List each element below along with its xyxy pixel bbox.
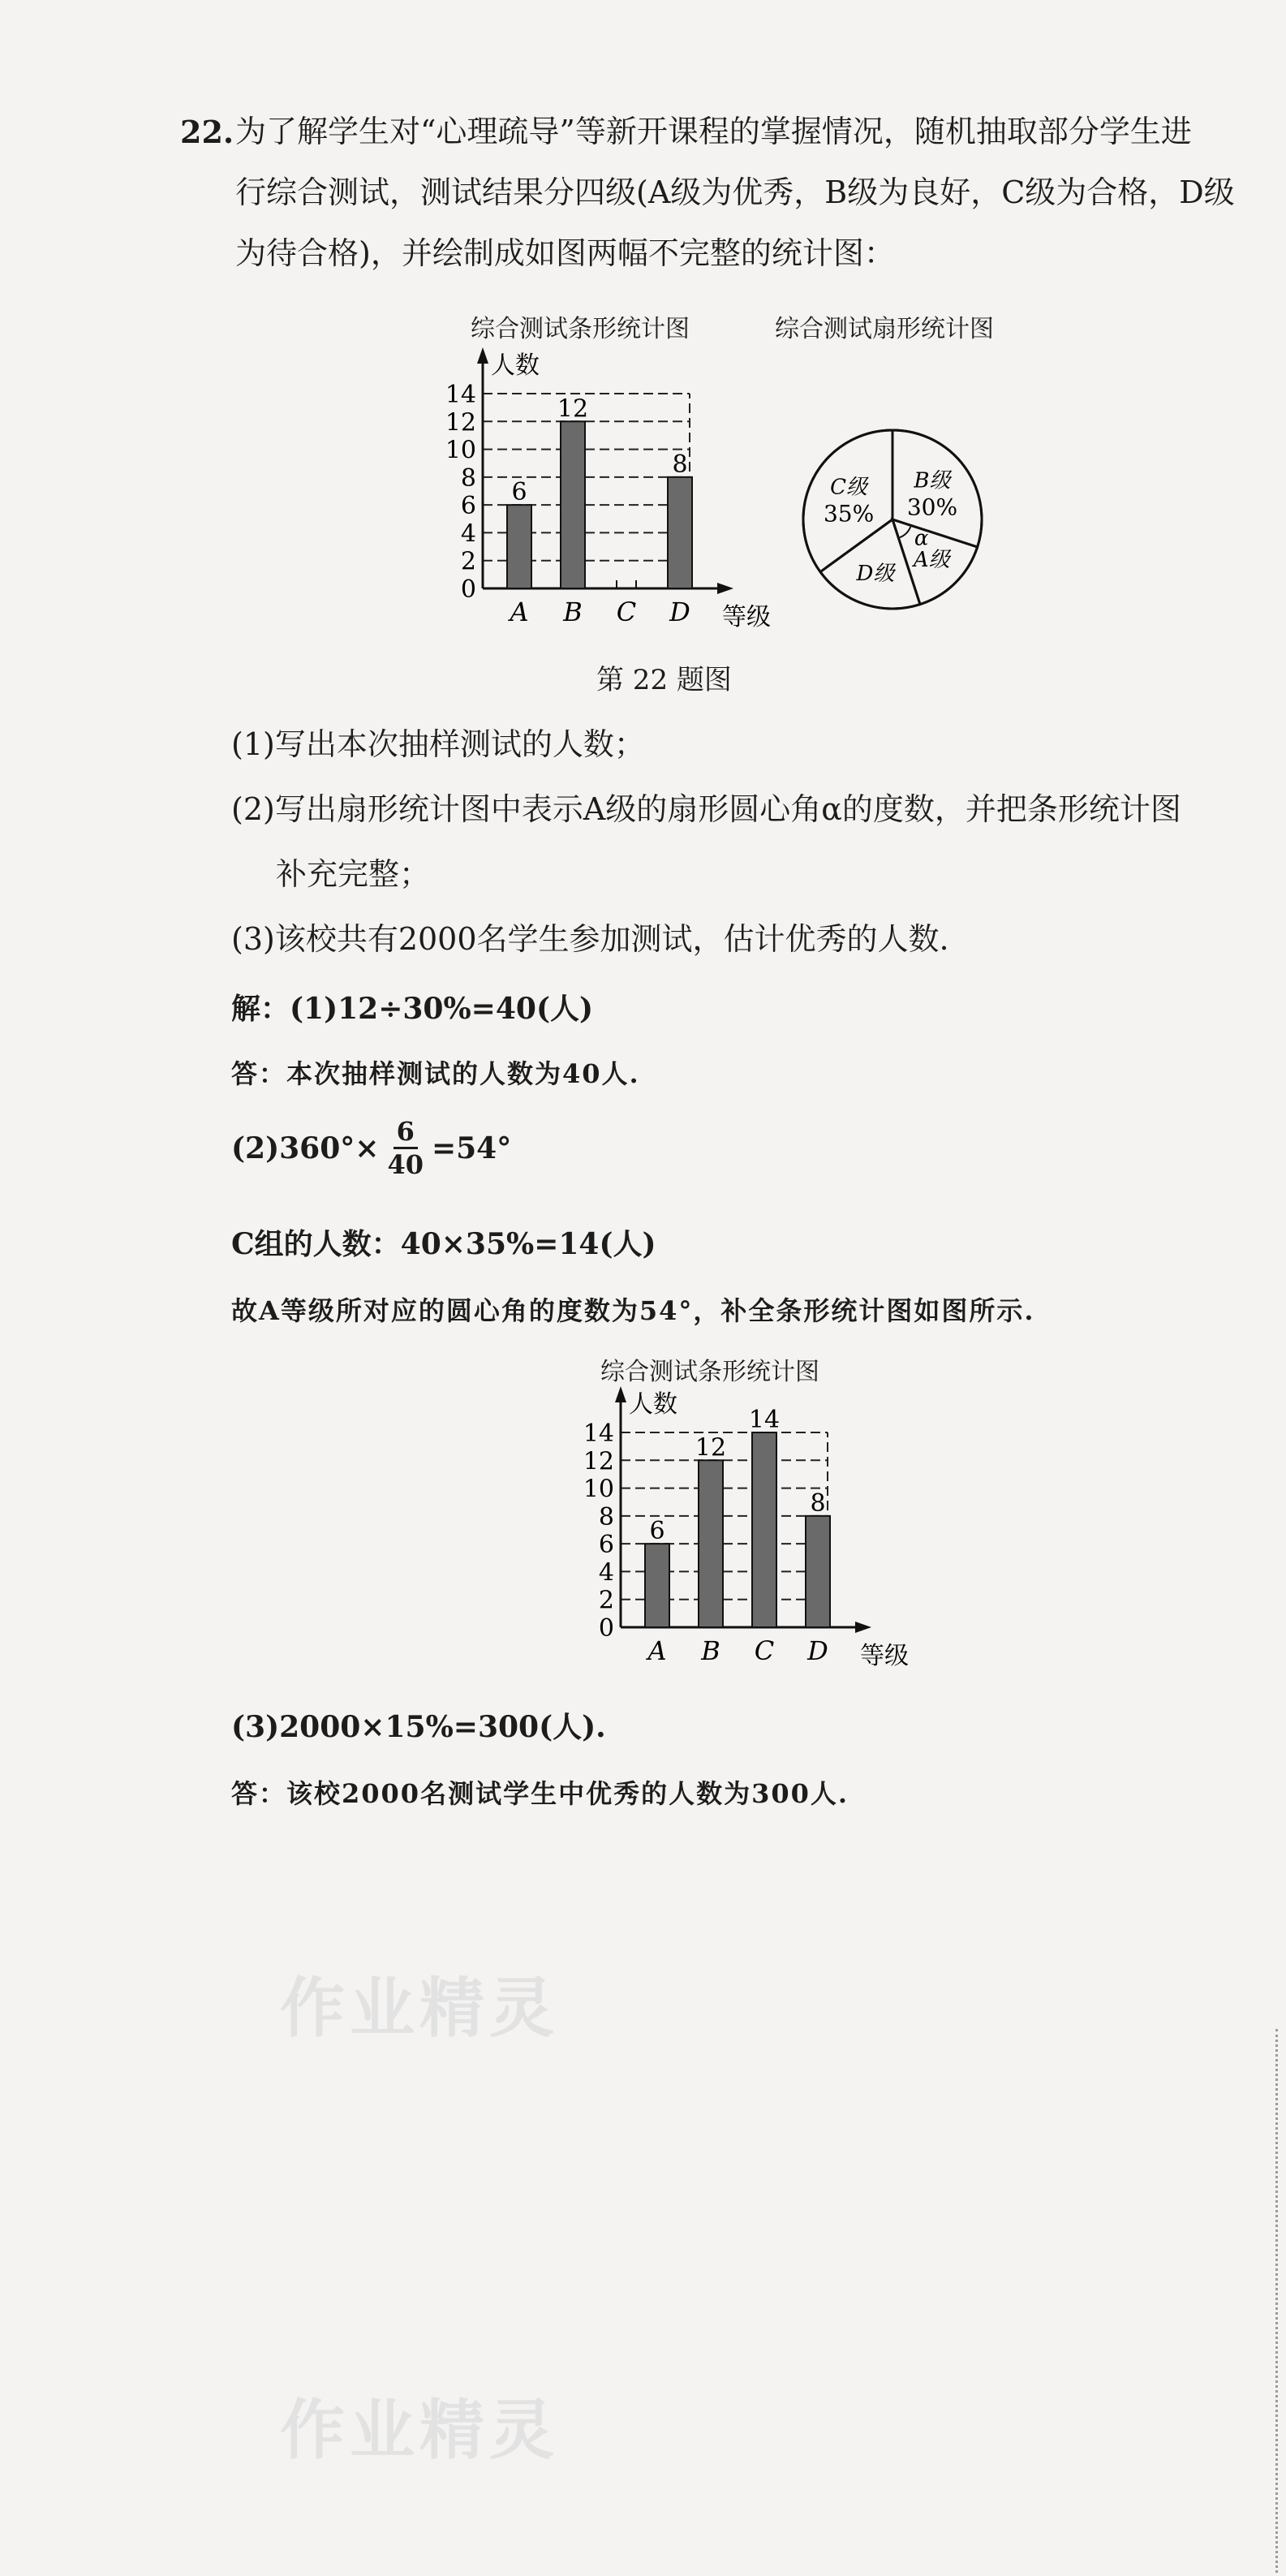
question-line-3: 为待合格)，并绘制成如图两幅不完整的统计图： xyxy=(235,235,895,271)
subquestion-2-line-1: (2)写出扇形统计图中表示A级的扇形圆心角α的度数，并把条形统计图 xyxy=(231,791,1181,827)
bar-A xyxy=(507,505,531,588)
x-tick-label-D: D xyxy=(669,597,690,627)
y-tick-label: 0 xyxy=(460,575,476,604)
y-tick-label: 6 xyxy=(460,492,476,521)
y-tick-label: 4 xyxy=(460,519,476,549)
pie-chart-title: 综合测试扇形统计图 xyxy=(775,315,994,343)
y-axis-arrow xyxy=(477,347,488,364)
y-tick-label: 6 xyxy=(598,1531,614,1560)
bar-A xyxy=(645,1544,669,1627)
pie-percent-C级: 35% xyxy=(823,500,875,528)
y-tick-label: 12 xyxy=(583,1447,614,1476)
watermark: 作业精灵 xyxy=(280,2393,559,2468)
y-tick-label: 10 xyxy=(445,436,476,465)
y-tick-label: 2 xyxy=(598,1586,614,1615)
question-number: 22. xyxy=(180,114,234,150)
x-axis-arrow xyxy=(855,1622,871,1633)
data-label-A: 6 xyxy=(511,478,527,507)
bar-D xyxy=(806,1516,830,1627)
pie-label-D级: D级 xyxy=(856,561,895,586)
solution-2-c-count: C组的人数：40×35%=14(人) xyxy=(231,1227,656,1261)
y-tick-label: 12 xyxy=(445,408,476,437)
x-tick-label-C: C xyxy=(754,1635,775,1666)
data-label-B: 12 xyxy=(557,394,589,424)
answer-3: 答：该校2000名测试学生中优秀的人数为300人. xyxy=(231,1778,849,1809)
data-label-A: 6 xyxy=(649,1517,665,1546)
page-edge-dotted-line xyxy=(1275,2029,1278,2573)
solution-2-conclusion: 故A等级所对应的圆心角的度数为54°，补全条形统计图如图所示. xyxy=(231,1295,1035,1326)
subquestion-3: (3)该校共有2000名学生参加测试，估计优秀的人数. xyxy=(231,921,949,957)
x-tick-label-B: B xyxy=(563,597,583,627)
data-label-D: 8 xyxy=(810,1488,826,1518)
answer-1: 答：本次抽样测试的人数为40人. xyxy=(231,1058,640,1089)
solution-2-suffix: =54° xyxy=(431,1131,512,1165)
y-tick-label: 8 xyxy=(598,1502,614,1531)
bar-B xyxy=(561,421,585,588)
y-tick-label: 14 xyxy=(445,381,476,409)
x-tick-label-A: A xyxy=(510,597,529,627)
subquestion-2-line-2: 补充完整； xyxy=(276,856,431,892)
data-label-C: 14 xyxy=(748,1406,781,1434)
pie-label-C级: C级 xyxy=(830,475,868,500)
y-axis-arrow xyxy=(615,1386,626,1402)
y-tick-label: 2 xyxy=(460,547,476,576)
x-axis-label: 等级 xyxy=(860,1642,909,1670)
x-tick-label-D: D xyxy=(807,1635,828,1666)
y-axis-label: 人数 xyxy=(629,1390,677,1419)
solution-1: 解：(1)12÷30%=40(人) xyxy=(231,992,594,1026)
solution-3: (3)2000×15%=300(人). xyxy=(231,1710,606,1744)
watermark: 作业精灵 xyxy=(280,1971,559,2046)
bar-B xyxy=(699,1460,723,1627)
data-label-B: 12 xyxy=(695,1433,727,1462)
x-tick-label-B: B xyxy=(701,1635,720,1666)
answer-bar-chart-title: 综合测试条形统计图 xyxy=(600,1358,819,1386)
pie-percent-B级: 30% xyxy=(906,493,958,521)
subquestion-1: (1)写出本次抽样测试的人数； xyxy=(231,726,645,762)
pie-label-B级: B级 xyxy=(914,468,951,493)
x-tick-label-A: A xyxy=(647,1635,667,1666)
bar-chart-completed xyxy=(560,1380,909,1672)
pie-label-A级: A级 xyxy=(913,548,950,573)
question-line-2: 行综合测试，测试结果分四级(A级为优秀，B级为良好，C级为合格，D级 xyxy=(235,174,1235,210)
y-axis-label: 人数 xyxy=(491,351,540,380)
bar-chart-title: 综合测试条形统计图 xyxy=(471,315,690,343)
angle-alpha-label: α xyxy=(914,526,929,551)
question-line-1: 为了解学生对“心理疏导”等新开课程的掌握情况，随机抽取部分学生进 xyxy=(235,114,1192,149)
fraction-numerator: 6 xyxy=(394,1116,418,1149)
pie-chart xyxy=(791,418,994,621)
figure-caption: 第 22 题图 xyxy=(596,664,732,696)
fraction xyxy=(384,1116,427,1180)
angle-arc xyxy=(900,527,910,537)
y-tick-label: 14 xyxy=(583,1419,614,1448)
bar-C xyxy=(752,1432,776,1627)
y-tick-label: 0 xyxy=(598,1614,614,1643)
bar-D xyxy=(668,477,692,588)
solution-2-formula xyxy=(231,1116,511,1180)
y-tick-label: 4 xyxy=(598,1558,614,1587)
bar-chart-original xyxy=(422,341,771,633)
x-axis-label: 等级 xyxy=(722,603,771,631)
data-label-D: 8 xyxy=(672,450,688,479)
x-axis-arrow xyxy=(717,583,733,594)
fraction-denominator: 40 xyxy=(387,1149,424,1180)
x-tick-label-C: C xyxy=(616,597,637,627)
solution-2-prefix: (2)360°× xyxy=(231,1131,380,1165)
y-tick-label: 8 xyxy=(460,463,476,493)
y-tick-label: 10 xyxy=(583,1475,614,1504)
